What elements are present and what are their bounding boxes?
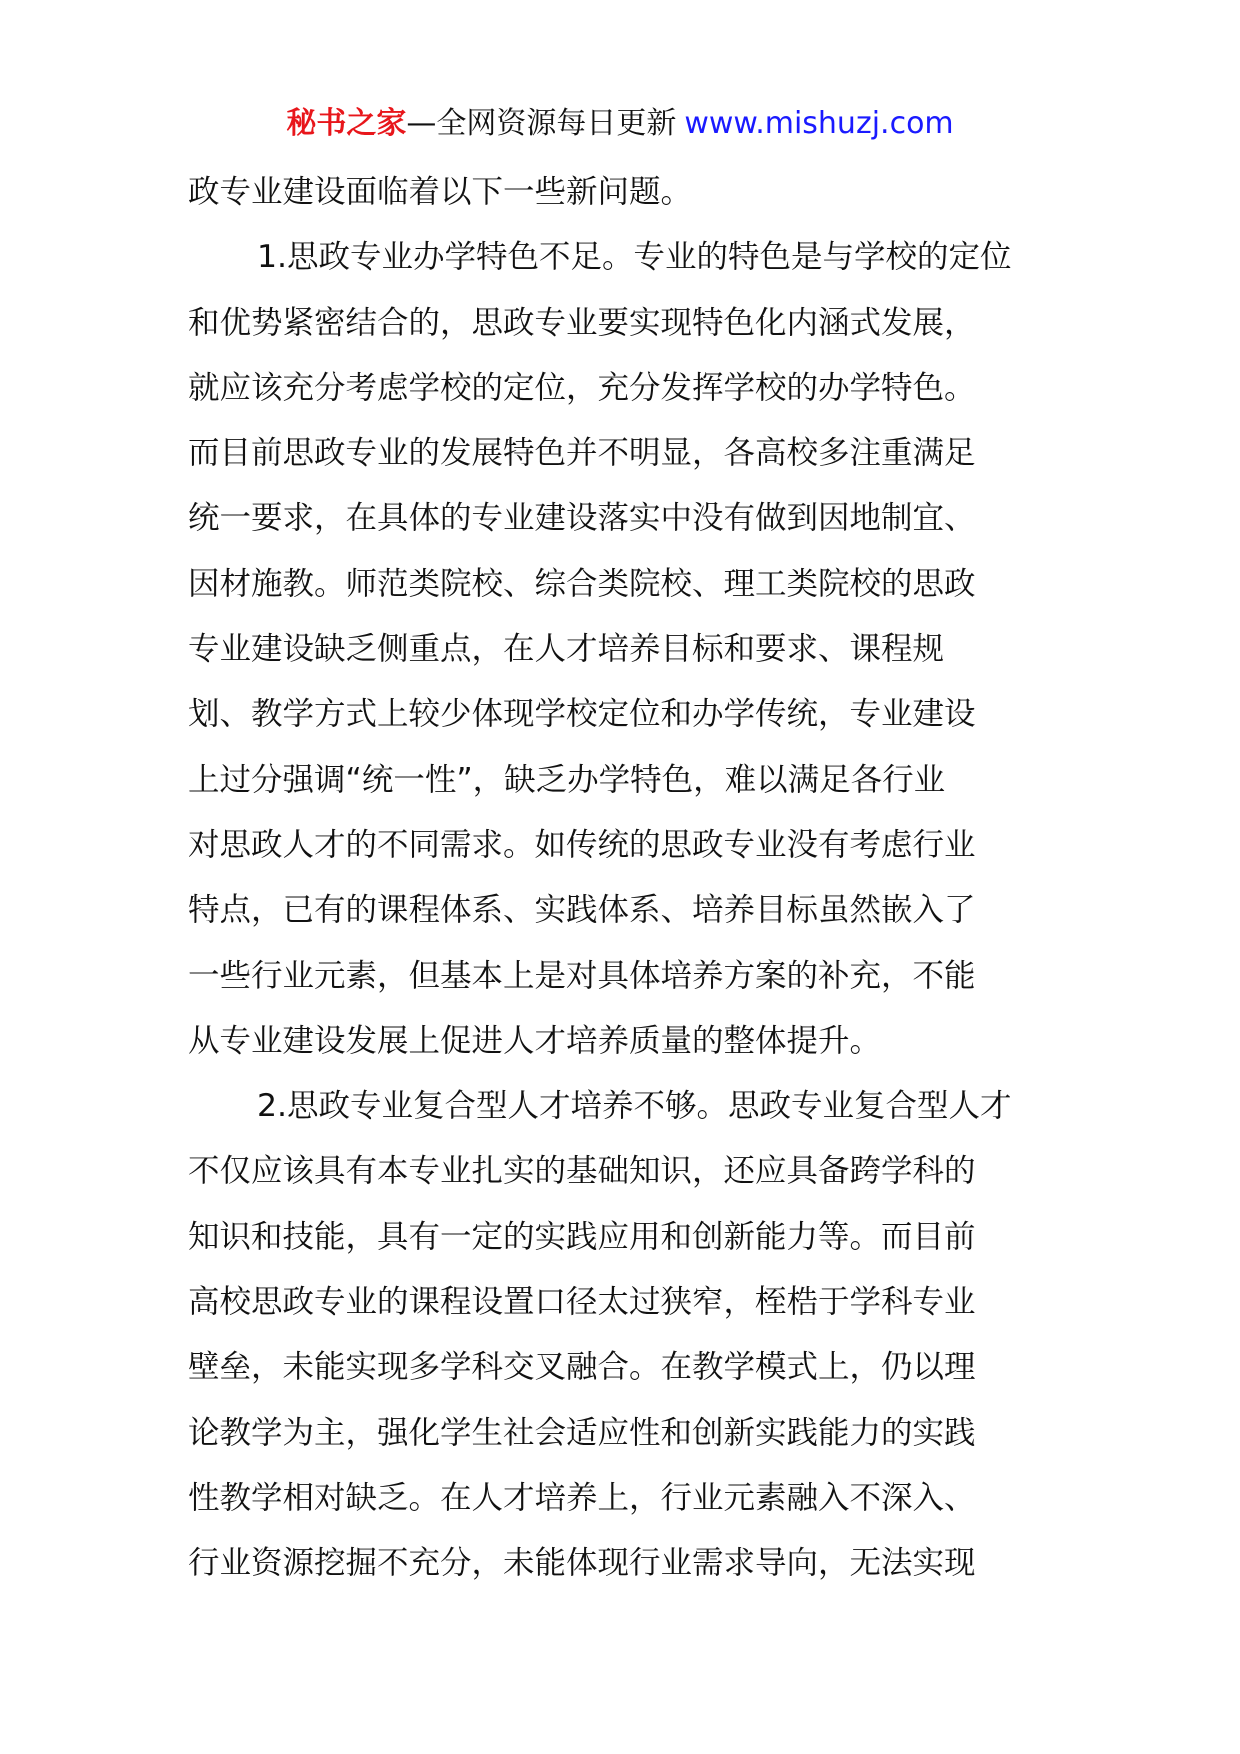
text-line: 1.思政专业办学特色不足。专业的特色是与学校的定位 [257, 239, 1012, 276]
text-line: 政专业建设面临着以下一些新问题。 [188, 174, 693, 210]
text-line: 对思政人才的不同需求。如传统的思政专业没有考虑行业 [188, 826, 976, 863]
text-line: 壁垒，未能实现多学科交叉融合。在教学模式上，仍以理 [188, 1349, 976, 1386]
text-line: 而目前思政专业的发展特色并不明显，各高校多注重满足 [188, 435, 976, 472]
text-line: 从专业建设发展上促进人才培养质量的整体提升。 [188, 1022, 882, 1059]
text-line: 2.思政专业复合型人才培养不够。思政专业复合型人才 [257, 1088, 1012, 1125]
paragraph-continuation [188, 160, 1068, 225]
text-line: 划、教学方式上较少体现学校定位和办学传统，专业建设 [188, 696, 976, 733]
text-line: 高校思政专业的课程设置口径太过狭窄，桎梏于学科专业 [188, 1284, 976, 1321]
site-header [0, 104, 1240, 144]
text-line: 一些行业元素，但基本上是对具体培养方案的补充，不能 [188, 957, 976, 994]
text-line: 不仅应该具有本专业扎实的基础知识，还应具备跨学科的 [188, 1153, 976, 1190]
text-line: 专业建设缺乏侧重点，在人才培养目标和要求、课程规 [188, 631, 945, 668]
text-line: 论教学为主，强化学生社会适应性和创新实践能力的实践 [188, 1414, 976, 1451]
text-line: 性教学相对缺乏。在人才培养上，行业元素融入不深入、 [188, 1479, 976, 1516]
text-line: 和优势紧密结合的，思政专业要实现特色化内涵式发展， [188, 304, 976, 341]
text-line: 知识和技能，具有一定的实践应用和创新能力等。而目前 [188, 1218, 976, 1255]
text-line: 统一要求，在具体的专业建设落实中没有做到因地制宜、 [188, 500, 976, 537]
paragraph-2 [188, 1074, 1068, 1596]
paragraph-1 [188, 225, 1068, 1074]
text-line: 因材施教。师范类院校、综合类院校、理工类院校的思政 [188, 565, 976, 602]
site-url-link[interactable]: www.mishuzj.com [684, 106, 954, 141]
text-line: 行业资源挖掘不充分，未能体现行业需求导向，无法实现 [188, 1545, 976, 1582]
text-line: 特点，已有的课程体系、实践体系、培养目标虽然嵌入了 [188, 892, 976, 929]
brand-name: 秘书之家 [286, 106, 407, 141]
document-body [188, 160, 1068, 1597]
text-line: 就应该充分考虑学校的定位，充分发挥学校的办学特色。 [188, 369, 976, 406]
text-line: 上过分强调“统一性”，缺乏办学特色，难以满足各行业 [188, 761, 946, 798]
site-tagline: —全网资源每日更新 [406, 106, 677, 141]
